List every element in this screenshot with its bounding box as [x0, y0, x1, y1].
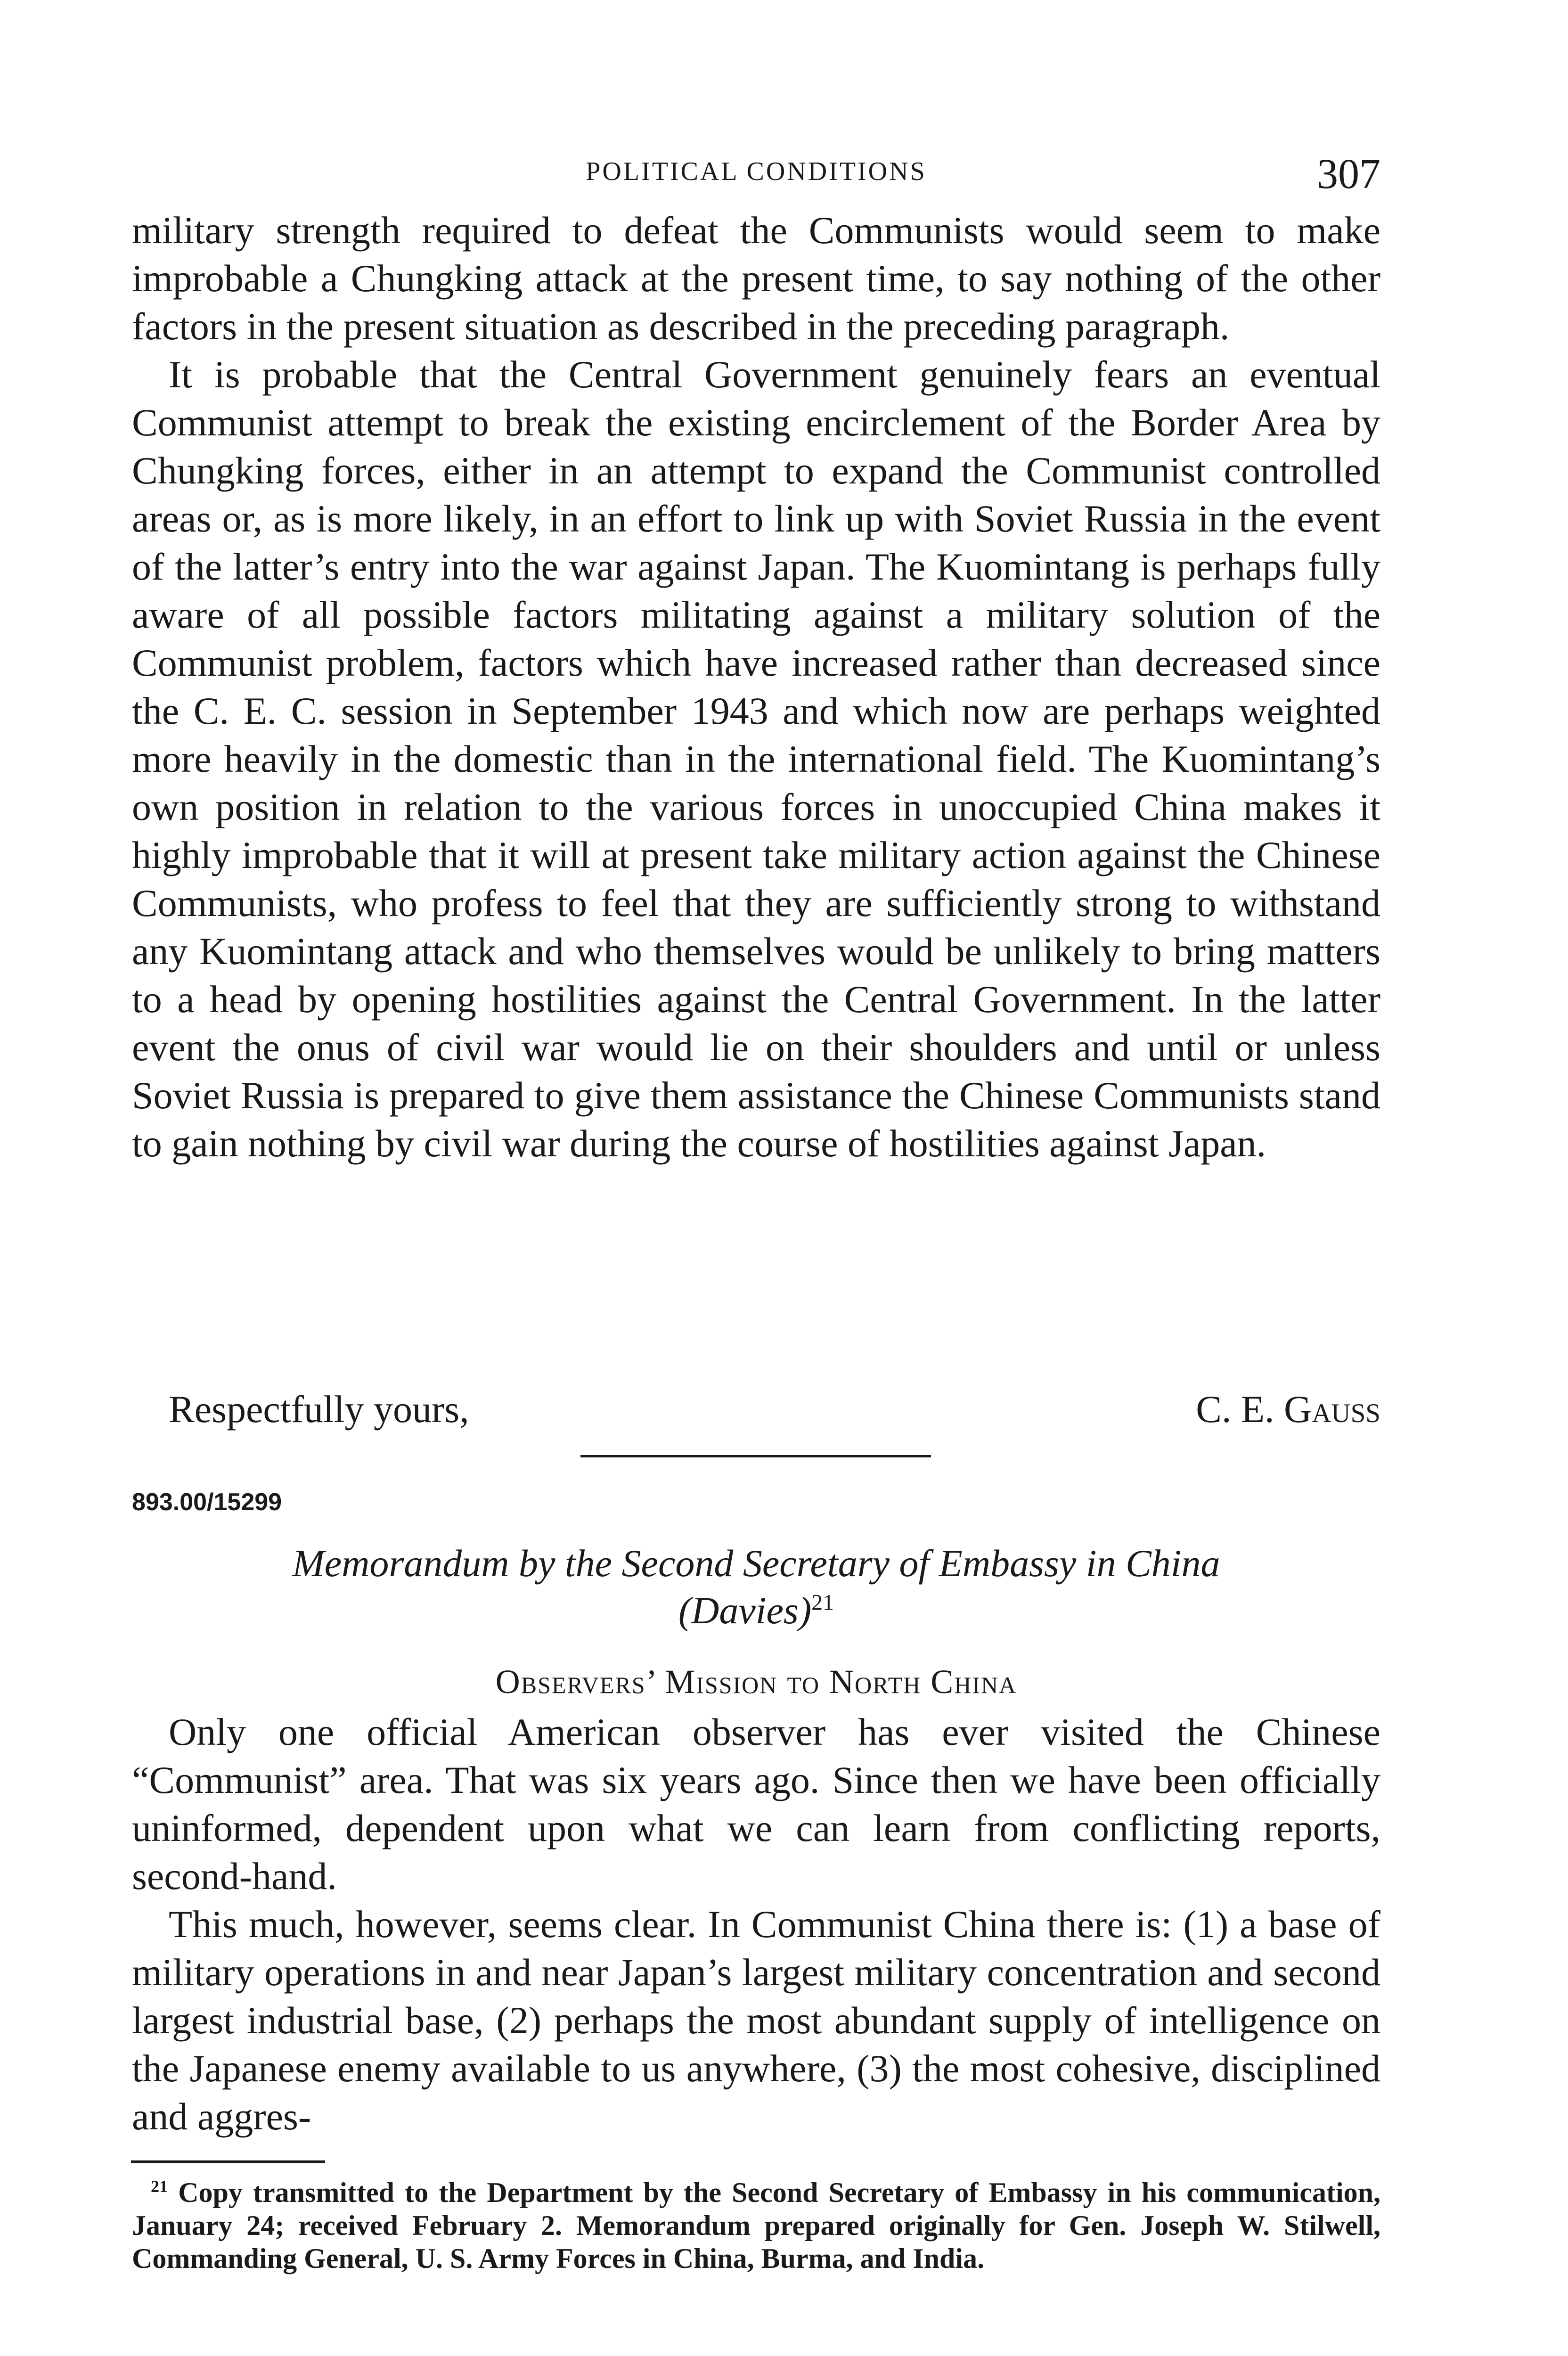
footnote-rule: [131, 2160, 325, 2163]
page-number: 307: [1317, 151, 1380, 197]
paragraph-1: military strength required to defeat the Communists would seem to make improbable a Chungking attack at the present time, to say nothing of the other factors in the present situation as described in the preceding paragraph.: [132, 209, 1380, 348]
paragraph-4: This much, however, seems clear. In Communist China there is: (1) a base of military operations in and near Japan’s largest military concentration and second largest industrial base, (2) perhaps the most abundant supply of intelligence on the Japanese enemy available to us anywhere, (3) the most cohesive, disciplined and aggres-: [132, 1903, 1380, 2138]
signature-block: [132, 1385, 1380, 1433]
memo-author: (Davies): [678, 1589, 812, 1632]
memo-title-line-1: Memorandum by the Second Secretary of Embassy in China: [292, 1542, 1220, 1585]
paragraph-continuation: [132, 206, 1380, 1168]
memo-title: [132, 1540, 1380, 1634]
section-divider: [580, 1455, 931, 1457]
closing-text: Respectfully yours,: [169, 1388, 469, 1431]
memo-body: [132, 1708, 1380, 2141]
footnote-text: Copy transmitted to the Department by the Second Secretary of Embassy in his communication, January 24; received February 2. Memorandum prepared originally for Gen. Joseph W. Stilwell, Commanding General, U. S. Army Forces in China, Burma, and India.: [132, 2177, 1381, 2274]
paragraph-2: It is probable that the Central Government genuinely fears an eventual Communist attempt to break the existing encirclement of the Border Area by Chungking forces, either in an attempt to expand the Communist controlled areas or, as is more likely, in an effort to link up with Soviet Russia in the event of the latter’s entry into the war against Japan. The Kuomintang is perhaps fully aware of all possible factors militating against a military solution of the Communist problem, factors which have increased rather than decreased since the C. E. C. session in September 1943 and which now are perhaps weighted more heavily in the domestic than in the international field. The Kuomintang’s own position in relation to the various forces in unoccupied China makes it highly improbable that it will at present take military action against the Chinese Communists, who profess to feel that they are sufficiently strong to withstand any Kuomintang attack and who themselves would be unlikely to bring matters to a head by opening hostilities against the Central Government. In the latter event the onus of civil war would lie on their shoulders and until or unless Soviet Russia is prepared to give them assistance the Chinese Communists stand to gain nothing by civil war during the course of hostilities against Japan.: [132, 353, 1380, 1165]
footnote-mark: 21: [151, 2177, 168, 2196]
paragraph-3: Only one official American observer has ever visited the Chinese “Communist” area. That was six years ago. Since then we have been officially uninformed, dependent upon what we can learn from conflicting reports, second-hand.: [132, 1710, 1380, 1898]
signatory-name: C. E. Gauss: [1196, 1388, 1380, 1431]
file-number: 893.00/15299: [132, 1489, 282, 1516]
running-head: [132, 150, 1380, 197]
section-heading: Observers’ Mission to North China: [495, 1663, 1017, 1701]
footnote: [132, 2176, 1380, 2275]
memo-title-line-2: [132, 1587, 1380, 1634]
footnote-reference: 21: [811, 1590, 834, 1615]
running-title: POLITICAL CONDITIONS: [586, 157, 927, 186]
